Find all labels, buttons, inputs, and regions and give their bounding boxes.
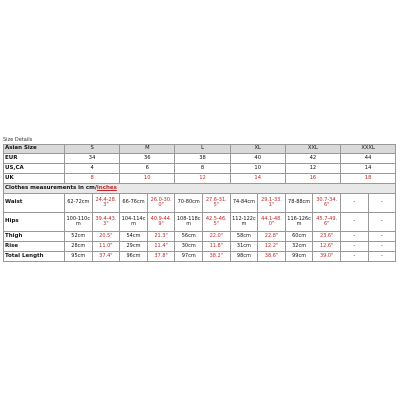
size-value: 10 [120,174,175,184]
size-value: 8 [65,174,120,184]
row-label: UK [4,174,65,184]
cm-value: 54cm [120,232,148,242]
size-value: 14 [341,164,396,174]
inch-value: 39.4-43.3" [92,213,120,232]
inch-value: 40.9-44.9" [147,213,175,232]
cm-value: 70-80cm [175,194,203,213]
cm-value: - [341,252,369,262]
cm-value: 32cm [285,242,313,252]
size-value: 18 [341,174,396,184]
inch-value: 37.4" [92,252,120,262]
cm-value: 97cm [175,252,203,262]
row-label: US,CA [4,164,65,174]
inch-value: 30.7-34.6" [313,194,341,213]
heading-inches: inches [96,184,117,191]
cm-value: - [368,242,396,252]
cm-value: 52cm [65,232,93,242]
cm-value: 95cm [65,252,93,262]
size-value: 6 [120,164,175,174]
measurement-row [4,242,396,252]
size-value: 10 [230,164,285,174]
size-header-cell: XL [230,145,285,154]
inch-value: 12.6" [313,242,341,252]
size-value: 14 [230,174,285,184]
size-value: 36 [120,154,175,164]
cm-value: - [341,213,369,232]
cm-value: 58cm [230,232,258,242]
inch-value: 22.0" [203,232,231,242]
inch-value: 42.5-46.5" [203,213,231,232]
measurement-label: Hips [4,213,65,232]
cm-value: 116-126cm [285,213,313,232]
size-row [4,174,396,184]
measurement-label: Thigh [4,232,65,242]
inch-value: 22.8" [258,232,286,242]
size-header-cell: XXXL [341,145,396,154]
cm-value: - [368,213,396,232]
inch-value: 11.8" [203,242,231,252]
inch-value: 24.4-28.3" [92,194,120,213]
measurement-label: Rise [4,242,65,252]
size-value: 34 [65,154,120,164]
measurement-label: Waist [4,194,65,213]
inch-value: 27.6-31.5" [203,194,231,213]
size-value: 12 [175,174,230,184]
cm-value: 104-114cm [120,213,148,232]
measurement-row [4,194,396,213]
size-value: 12 [285,164,340,174]
inch-value: 21.3" [147,232,175,242]
size-value: 42 [285,154,340,164]
inch-value: 11.0" [92,242,120,252]
inch-value: 11.4" [147,242,175,252]
size-header-row [4,145,396,154]
size-row [4,164,396,174]
size-value: 40 [230,154,285,164]
inch-value: 39.0" [313,252,341,262]
size-value: 4 [65,164,120,174]
cm-value: 108-118cm [175,213,203,232]
measurement-row [4,252,396,262]
size-value: 8 [175,164,230,174]
cm-value: 28cm [65,242,93,252]
size-table [3,144,396,262]
inch-value: 44.1-48.0" [258,213,286,232]
cm-value: 99cm [285,252,313,262]
cm-value: 31cm [230,242,258,252]
measurements-heading [4,184,396,194]
cm-value: 96cm [120,252,148,262]
cm-value: 29cm [120,242,148,252]
header-label: Asian Size [4,145,65,154]
inch-value: 37.8" [147,252,175,262]
cm-value: 112-122cm [230,213,258,232]
size-header-cell: L [175,145,230,154]
cm-value: 62-72cm [65,194,93,213]
measurements-section-row [4,184,396,194]
cm-value: - [368,252,396,262]
cm-value: 74-84cm [230,194,258,213]
cm-value: 100-110cm [65,213,93,232]
cm-value: - [368,194,396,213]
inch-value: 45.7-49.6" [313,213,341,232]
cm-value: 60cm [285,232,313,242]
measurement-row [4,213,396,232]
size-value: 38 [175,154,230,164]
cm-value: 56cm [175,232,203,242]
cm-value: 66-76cm [120,194,148,213]
row-label: EUR [4,154,65,164]
heading-prefix: Clothes measurements in cm/ [5,184,97,191]
size-header-cell: S [65,145,120,154]
cm-value: 98cm [230,252,258,262]
cm-value: - [341,232,369,242]
size-value: 16 [285,174,340,184]
cm-value: - [341,194,369,213]
inch-value: 20.5" [92,232,120,242]
cm-value: 78-88cm [285,194,313,213]
size-header-cell: XXL [285,145,340,154]
section-title: Size Details [3,137,33,143]
cm-value: 30cm [175,242,203,252]
size-details-section [3,137,396,262]
cm-value: - [341,242,369,252]
size-value: 44 [341,154,396,164]
measurement-row [4,232,396,242]
inch-value: 26.0-30.0" [147,194,175,213]
measurement-label: Total Length [4,252,65,262]
inch-value: 38.2" [203,252,231,262]
size-row [4,154,396,164]
size-header-cell: M [120,145,175,154]
inch-value: 29.1-33.1" [258,194,286,213]
inch-value: 38.6" [258,252,286,262]
cm-value: - [368,232,396,242]
inch-value: 12.2" [258,242,286,252]
inch-value: 23.6" [313,232,341,242]
